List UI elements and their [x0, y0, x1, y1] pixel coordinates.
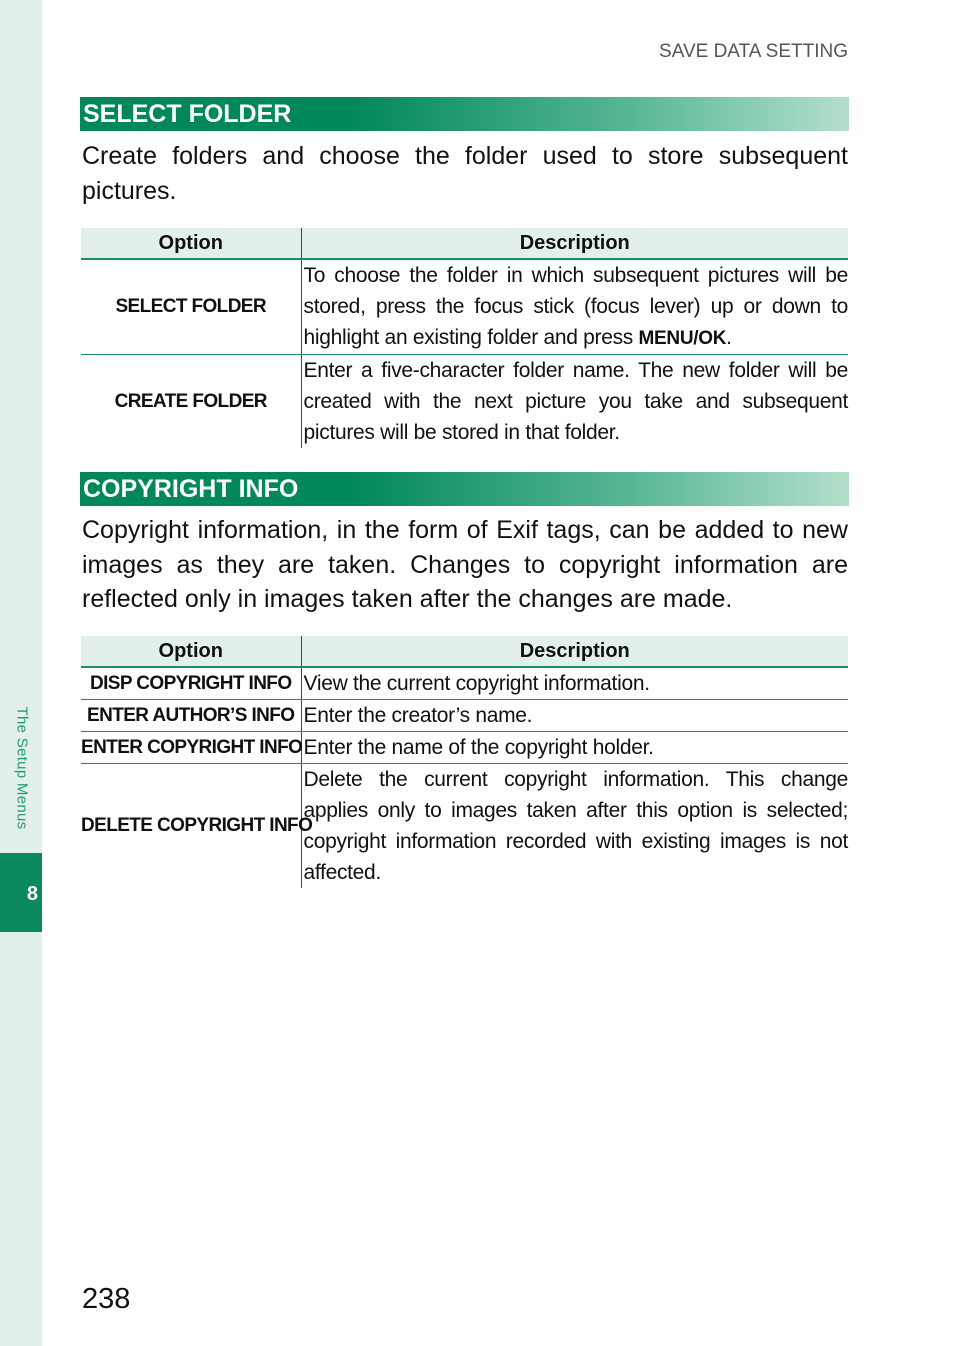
section-heading-select-folder: SELECT FOLDER [80, 97, 849, 131]
option-description: Enter the creator’s name. [301, 700, 848, 732]
table-row [81, 667, 848, 700]
column-header-option: Option [81, 636, 301, 667]
option-name: CREATE FOLDER [81, 355, 301, 449]
running-header: SAVE DATA SETTING [659, 41, 848, 62]
copyright-info-option-table [81, 636, 848, 888]
option-description: Enter a five-character folder name. The new folder will be created with the next picture you take and subsequent pictures will be stored in that folder. [303, 359, 848, 444]
column-header-description: Description [301, 228, 848, 259]
section-heading-copyright-info: COPYRIGHT INFO [80, 472, 849, 506]
option-description: To choose the folder in which subsequent pictures will be stored, press the focus stick (focus lever) up or down to highlight an existing folder and press MENU/OK. [301, 259, 848, 355]
table-row [81, 355, 848, 449]
option-name: DISP COPYRIGHT INFO [81, 667, 301, 700]
section-intro-select-folder: Create folders and choose the folder used to store subsequent pictures. [82, 142, 848, 205]
select-folder-option-table [81, 228, 848, 448]
menu-ok-button-label: MENU/OK [638, 328, 727, 349]
option-name: ENTER AUTHOR’S INFO [81, 700, 301, 732]
table-row [81, 700, 848, 732]
option-name: DELETE COPYRIGHT INFO [81, 764, 301, 889]
side-bar [0, 0, 42, 1346]
option-description: View the current copyright information. [301, 667, 848, 700]
column-header-option: Option [81, 228, 301, 259]
option-name: ENTER COPYRIGHT INFO [81, 732, 301, 764]
table-row [81, 259, 848, 355]
table-row [81, 764, 848, 889]
column-header-description: Description [301, 636, 848, 667]
option-description: Delete the current copyright information. This change applies only to images taken after this option is selected; copyright information recorded with existing images is not affected. [303, 768, 848, 884]
chapter-label: The Setup Menus [13, 706, 31, 830]
table-row [81, 732, 848, 764]
section-intro-copyright-info: Copyright information, in the form of Exif tags, can be added to new images as they are taken. Changes to copyright information are reflected only in images taken after the changes are made. [82, 516, 848, 613]
option-name: SELECT FOLDER [81, 259, 301, 355]
option-description: Enter the name of the copyright holder. [301, 732, 848, 764]
chapter-number-tab [0, 853, 42, 932]
chapter-number: 8 [26, 883, 38, 905]
page-number: 238 [82, 1283, 131, 1315]
